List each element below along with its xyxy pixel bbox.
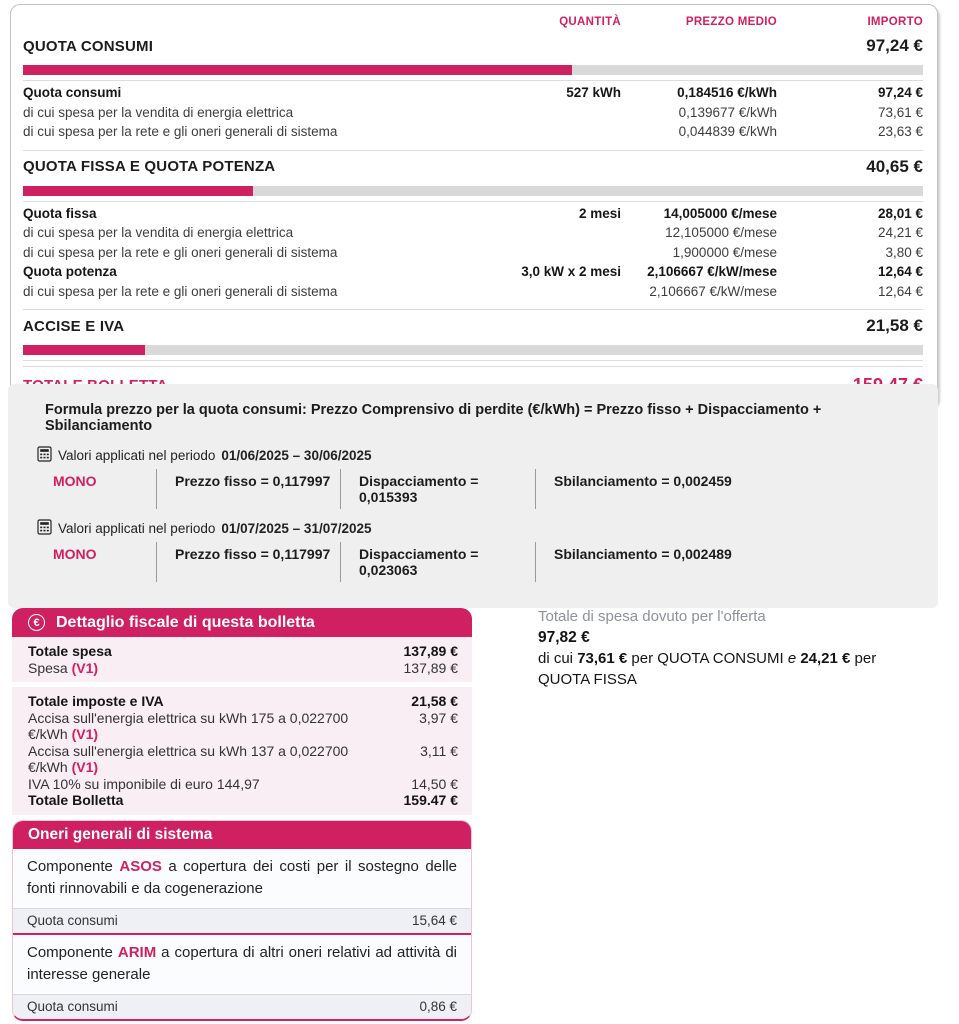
period-line: [37, 446, 918, 465]
period-intro: Valori applicati nel periodo: [58, 521, 216, 536]
row-amount: 24,21 €: [877, 225, 923, 240]
row-quantity: [491, 124, 621, 140]
text-segment: Accisa sull'energia elettrica su kWh 175 a 0,022700 €/kWh: [28, 709, 349, 742]
section-title: ACCISE E IVA: [23, 317, 125, 335]
component-row-amount: 0,86 €: [419, 999, 457, 1014]
tariff-label: MONO: [53, 546, 97, 562]
euro-circle-icon: €: [28, 614, 45, 631]
row-price: 0,184516 €/kWh: [677, 85, 777, 100]
fiscal-row-amount: 159.47 €: [403, 792, 458, 808]
tariff-label: MONO: [53, 473, 97, 489]
column-header-amount: IMPORTO: [867, 16, 923, 28]
progress-bar-fill: [23, 186, 253, 196]
fiscal-row: [28, 710, 458, 743]
progress-bar-fill: [23, 345, 145, 355]
accent-term: (V1): [71, 759, 99, 775]
accent-term: ARIM: [117, 944, 157, 961]
progress-bar-fill: [23, 65, 572, 75]
fiscal-row-amount: 21,58 €: [411, 693, 458, 709]
row-price: 14,005000 €/mese: [663, 205, 777, 221]
section-total: 97,24 €: [866, 36, 923, 55]
component-amount-row: [13, 994, 471, 1019]
component-description: [13, 849, 471, 908]
offer-summary-detail: [538, 648, 903, 690]
formula-title: Formula prezzo per la quota consumi: Prezzo Comprensivo di perdite (€/kWh) = Prezzo fisso + Dispacciamento + Sbilanciamento: [45, 402, 822, 434]
fiscal-row-amount: 137,89 €: [403, 643, 458, 659]
table-row: [23, 223, 923, 243]
row-amount: 73,61 €: [877, 104, 923, 120]
calculator-icon: [37, 519, 52, 538]
section-header: [23, 151, 923, 184]
column-header-price: PREZZO MEDIO: [685, 16, 777, 28]
text-segment: a copertura di altri oneri relativi ad attività di interesse generale: [27, 944, 457, 983]
period-range: 01/06/2025 – 30/06/2025: [221, 448, 372, 463]
tariff-values-row: [45, 469, 918, 509]
section-total: 40,65 €: [866, 156, 923, 176]
section-header: [23, 30, 923, 63]
column-header-spacer: [23, 16, 491, 28]
row-price: 12,105000 €/mese: [665, 225, 777, 240]
table-row: [23, 262, 923, 282]
progress-bar: [23, 186, 923, 196]
bill-summary-card: [10, 4, 938, 407]
fiscal-row: [28, 792, 458, 809]
price-formula-box: [8, 384, 938, 608]
column-header-quantity: QUANTITÀ: [559, 16, 621, 28]
row-label: Quota consumi: [23, 85, 122, 100]
row-amount: 3,80 €: [885, 244, 923, 260]
row-amount: 12,64 €: [877, 283, 923, 299]
section-title: QUOTA FISSA E QUOTA POTENZA: [23, 158, 276, 175]
text-segment: Accisa sull'energia elettrica su kWh 137 a 0,022700 €/kWh: [28, 742, 349, 775]
component-row-label: Quota consumi: [27, 999, 118, 1014]
row-label: di cui spesa per la rete e gli oneri generali di sistema: [23, 244, 338, 260]
section-rows: [23, 81, 923, 145]
section-title: QUOTA CONSUMI: [23, 37, 154, 55]
fiscal-row-label: [28, 693, 358, 710]
table-row: [23, 122, 923, 142]
fiscal-row: [28, 776, 458, 793]
column-header-row: [23, 13, 923, 30]
progress-bar: [23, 65, 923, 75]
tariff-value: Sbilanciamento = 0,002459: [535, 469, 918, 509]
fiscal-row-label: [28, 743, 358, 776]
fiscal-block: [12, 637, 472, 682]
period-range: 01/07/2025 – 31/07/2025: [221, 521, 372, 536]
row-label: di cui spesa per la rete e gli oneri generali di sistema: [23, 124, 338, 139]
offer-summary-total: 97,82 €: [538, 629, 590, 646]
text-segment: 73,61 €: [577, 650, 628, 667]
row-quantity: [491, 105, 621, 121]
row-price: 2,106667 €/kW/mese: [649, 283, 777, 299]
text-segment: Totale Bolletta: [28, 792, 124, 808]
section-rows: [23, 202, 923, 305]
tariff-value: Dispacciamento = 0,023063: [340, 542, 535, 582]
period-line: [37, 519, 918, 538]
row-amount: 97,24 €: [877, 85, 923, 100]
row-amount: 28,01 €: [877, 205, 923, 221]
row-price: 2,106667 €/kW/mese: [647, 264, 777, 279]
component-amount-row: [13, 908, 471, 933]
fiscal-row-label: [28, 710, 358, 743]
row-quantity: 527 kWh: [566, 85, 621, 100]
row-quantity: 3,0 kW x 2 mesi: [521, 264, 621, 279]
component-row-label: Quota consumi: [27, 913, 118, 928]
text-segment: Spesa: [28, 659, 72, 676]
oneri-components: [13, 849, 471, 1019]
section-header: [23, 310, 923, 343]
formula-periods: [45, 446, 918, 582]
fiscal-card-header: [12, 608, 472, 637]
row-label: Quota potenza: [23, 264, 117, 279]
row-label: Quota fissa: [23, 205, 97, 221]
row-price: 0,139677 €/kWh: [678, 104, 777, 120]
text-segment: e: [787, 650, 797, 667]
fiscal-groups: [12, 637, 472, 815]
tariff-values-row: [45, 542, 918, 582]
row-price: 1,900000 €/mese: [672, 244, 777, 260]
table-row: [23, 282, 923, 302]
fiscal-row-amount: 14,50 €: [411, 775, 458, 792]
row-label: di cui spesa per la vendita di energia elettrica: [23, 225, 294, 240]
fiscal-row-label: [28, 660, 358, 677]
text-segment: Componente: [27, 944, 118, 961]
row-quantity: [491, 245, 621, 261]
progress-bar: [23, 345, 923, 355]
row-price: 0,044839 €/kWh: [678, 124, 777, 139]
fiscal-row-amount: 3,97 €: [419, 709, 458, 726]
text-segment: per QUOTA FISSA: [538, 650, 877, 688]
text-segment: Componente: [27, 858, 120, 875]
calculator-icon: [37, 446, 52, 465]
row-amount: 23,63 €: [877, 124, 923, 139]
text-segment: di cui: [538, 650, 578, 667]
fiscal-row: [28, 693, 458, 710]
fiscal-card-title: Dettaglio fiscale di questa bolletta: [56, 613, 315, 631]
offer-total-summary: [538, 606, 903, 690]
row-amount: 12,64 €: [877, 264, 923, 279]
table-row: [23, 103, 923, 123]
text-segment: a copertura dei costi per il sostegno delle fonti rinnovabili e da cogenerazione: [27, 858, 458, 897]
fiscal-row-amount: 3,11 €: [420, 742, 458, 759]
bill-sections: [23, 30, 923, 361]
fiscal-row-amount: 137,89 €: [403, 659, 458, 676]
row-quantity: [491, 284, 621, 300]
accent-term: (V1): [71, 726, 99, 742]
tariff-value: Prezzo fisso = 0,117997: [156, 542, 340, 582]
offer-summary-heading: Totale di spesa dovuto per l'offerta: [538, 608, 766, 625]
row-quantity: 2 mesi: [578, 205, 621, 221]
component-row-amount: 15,64 €: [411, 913, 457, 928]
oneri-card-title: Oneri generali di sistema: [28, 825, 213, 843]
fiscal-row: [28, 643, 458, 660]
fiscal-detail-card: [12, 608, 472, 815]
fiscal-row: [28, 743, 458, 776]
row-label: di cui spesa per la rete e gli oneri generali di sistema: [23, 283, 338, 299]
tariff-value: Sbilanciamento = 0,002489: [535, 542, 918, 582]
fiscal-row-label: [28, 792, 358, 809]
accent-term: ASOS: [119, 858, 162, 875]
table-row: [23, 243, 923, 263]
text-segment: IVA 10% su imponibile di euro 144,97: [28, 775, 260, 792]
row-label: di cui spesa per la vendita di energia elettrica: [23, 104, 294, 120]
component-description: [13, 935, 471, 994]
fiscal-block: [12, 687, 472, 815]
text-segment: 24,21 €: [800, 650, 851, 667]
text-segment: Totale spesa: [28, 643, 112, 659]
system-charges-card: [12, 820, 472, 1021]
table-row: [23, 204, 923, 224]
divider: [23, 360, 923, 361]
oneri-card-header: [12, 820, 472, 849]
tariff-value: Dispacciamento = 0,015393: [340, 469, 535, 509]
text-segment: per QUOTA CONSUMI: [627, 650, 788, 667]
row-quantity: [491, 225, 621, 241]
section-total: 21,58 €: [866, 316, 923, 335]
text-segment: Totale imposte e IVA: [28, 693, 164, 709]
fiscal-row-label: [28, 643, 358, 660]
fiscal-row-label: [28, 776, 358, 793]
tariff-value: Prezzo fisso = 0,117997: [156, 469, 340, 509]
period-intro: Valori applicati nel periodo: [58, 448, 216, 463]
fiscal-row: [28, 660, 458, 677]
table-row: [23, 83, 923, 103]
accent-term: (V1): [71, 659, 99, 676]
